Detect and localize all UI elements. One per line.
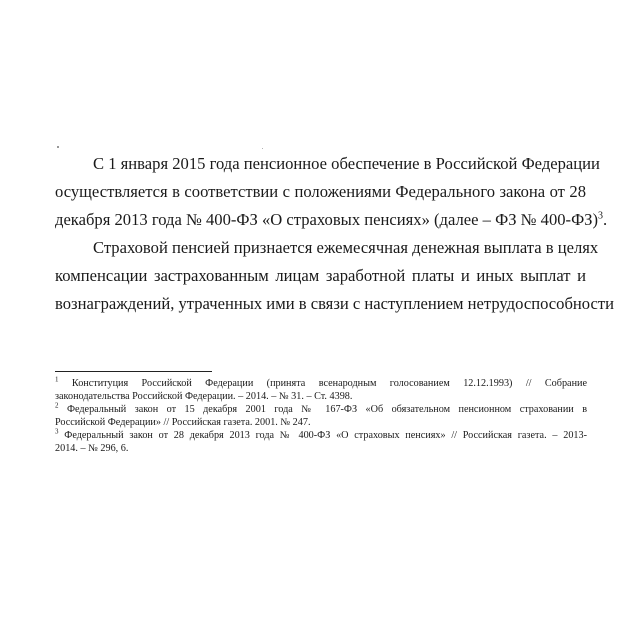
paragraph-2 xyxy=(55,234,614,318)
text-line: компенсации застрахованным лицам заработной платы и иных выплат и xyxy=(55,266,586,285)
footnote-text: Федеральный закон от 28 декабря 2013 года № 400-ФЗ «О страховых пенсиях» // Российская газета. – 2013- xyxy=(64,430,587,441)
footnotes xyxy=(55,377,587,455)
footnote-line xyxy=(55,403,587,416)
footnote-1 xyxy=(55,377,587,403)
footnote-text: Конституция Российской Федерации (принята всенародным голосованием 12.12.1993) // Собрание xyxy=(71,378,587,389)
text-line: декабря 2013 года № 400-ФЗ «О страховых пенсиях» (далее – ФЗ № 400-ФЗ)$^3$. xyxy=(55,210,608,229)
text-line: С 1 января 2015 года пенсионное обеспечение в Российской Федерации xyxy=(93,154,600,173)
footnote-number: 1 xyxy=(55,375,59,384)
footnote-text: Федеральный закон от 15 декабря 2001 года № 167-ФЗ «Об обязательном пенсионном страховании в xyxy=(66,404,587,415)
text-line: вознаграждений, утраченных ими в связи с наступлением нетрудоспособности xyxy=(55,294,614,313)
body-text xyxy=(55,150,614,318)
footnote-line xyxy=(55,377,587,390)
scan-speck xyxy=(262,148,263,149)
footnote-reference: 3 xyxy=(598,210,604,222)
scan-speck xyxy=(57,146,59,148)
footnote-line xyxy=(55,429,587,442)
text-line: осуществляется в соответствии с положениями Федерального закона от 28 xyxy=(55,182,586,201)
footnote-line: законодательства Российской Федерации. – 2014. – № 31. – Ст. 4398. xyxy=(55,391,353,402)
footnote-line: 2014. – № 296, 6. xyxy=(55,443,129,454)
footnote-separator xyxy=(55,371,212,372)
paragraph-1 xyxy=(55,150,608,234)
text-line: Страховой пенсией признается ежемесячная денежная выплата в целях xyxy=(93,238,599,257)
footnote-number: 3 xyxy=(55,427,59,436)
footnote-line: Российской Федерации» // Российская газета. 2001. № 247. xyxy=(55,417,311,428)
footnote-2 xyxy=(55,403,587,429)
text-line-content: декабря 2013 года № 400-ФЗ «О страховых пенсиях» (далее – ФЗ № 400-ФЗ) xyxy=(55,210,599,229)
footnote-number: 2 xyxy=(55,401,59,410)
footnote-3 xyxy=(55,429,587,455)
